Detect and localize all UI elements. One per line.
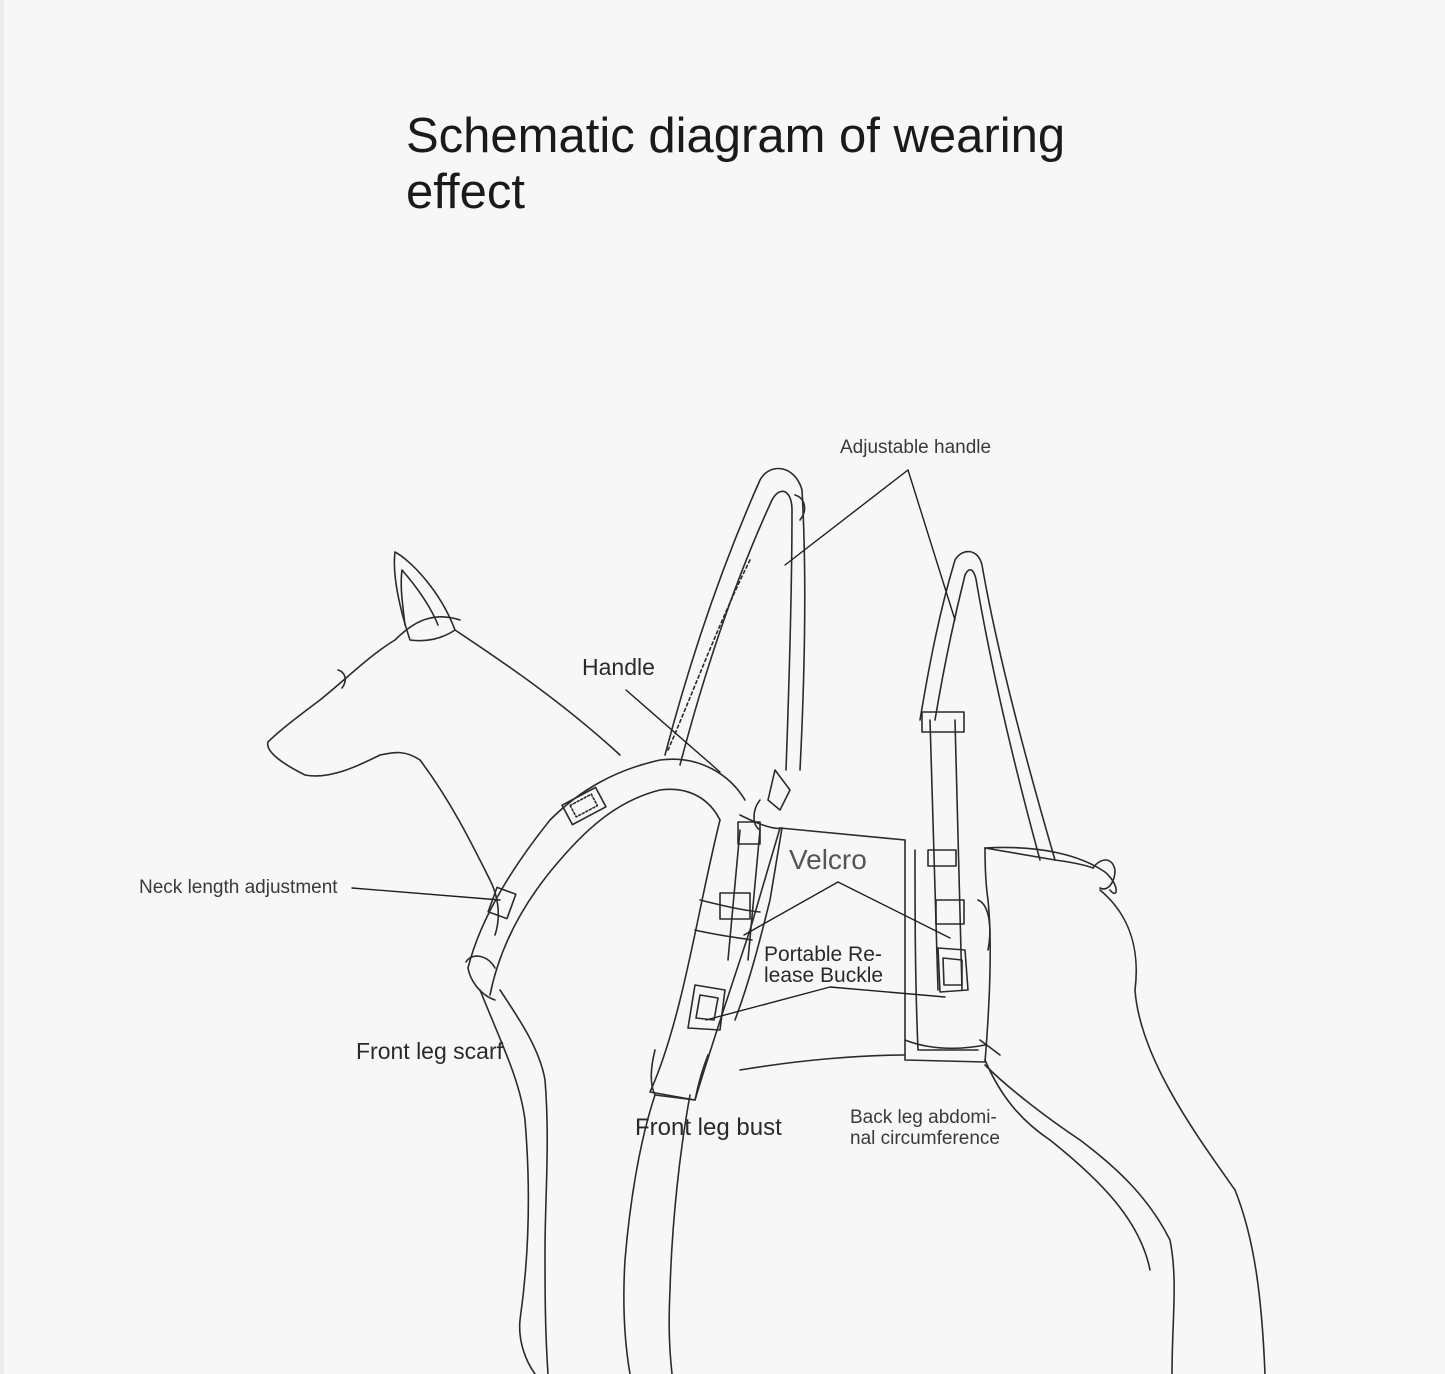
dog-back: [780, 828, 905, 840]
dog-neck-front: [420, 760, 498, 935]
title-line-1: Schematic diagram of wearing: [406, 109, 1066, 163]
leader-adjustable-handle-2: [908, 470, 955, 620]
label-portable-release-buckle: [764, 944, 883, 986]
label-front-leg-bust: Front leg bust: [635, 1114, 782, 1141]
dog-belly: [740, 1055, 905, 1070]
dog-front-leg-1: [500, 990, 548, 1374]
label-portable-release-buckle-line1: Portable Re-: [764, 943, 882, 966]
label-back-leg-line2: nal circumference: [850, 1128, 1000, 1149]
label-back-leg-line1: Back leg abdomi-: [850, 1107, 997, 1128]
label-handle: Handle: [582, 654, 655, 680]
leader-lines: [352, 470, 955, 1020]
leader-buckle-2: [830, 987, 945, 997]
front-strap: [728, 830, 760, 960]
front-leg-band: [651, 1050, 708, 1100]
front-handle: [665, 469, 805, 770]
neck-tag: [562, 787, 606, 824]
leader-velcro-1: [744, 882, 838, 935]
dog-rear-leg: [1100, 890, 1265, 1374]
label-front-leg-scarf: Front leg scarf: [356, 1038, 503, 1064]
neck-slider: [488, 887, 516, 918]
label-neck-length-adjustment: Neck length adjustment: [139, 877, 338, 898]
title-line-2: effect: [406, 165, 525, 219]
label-adjustable-handle: Adjustable handle: [840, 437, 992, 458]
dog-neck-back: [455, 630, 620, 755]
harness-icon: [466, 469, 1093, 1100]
front-chest-panel: [650, 820, 780, 1100]
rear-handle: [920, 552, 1055, 860]
leader-neck: [352, 888, 500, 900]
dog-ear: [394, 552, 455, 641]
leader-velcro-2: [838, 882, 950, 938]
label-velcro: Velcro: [789, 844, 867, 875]
label-portable-release-buckle-line2: lease Buckle: [764, 964, 884, 987]
dog-head: [268, 617, 460, 776]
label-back-leg-abdominal-circumference: [850, 1107, 1000, 1149]
